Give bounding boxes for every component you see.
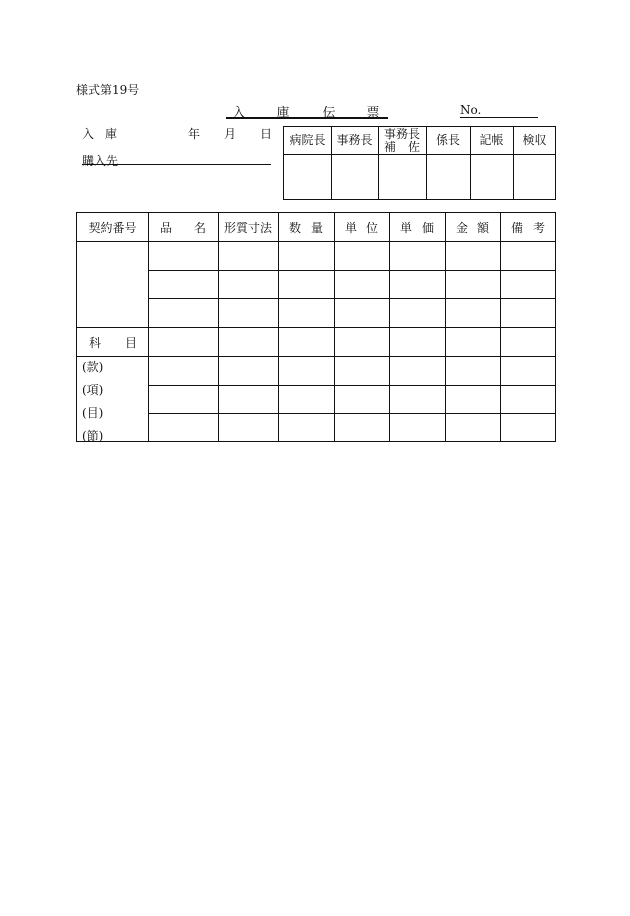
title-char: 伝 [322,106,336,121]
document-title [226,101,388,119]
title-char: 庫 [276,106,290,121]
table-row-line [148,270,555,271]
contract-number-cell[interactable] [77,242,148,327]
table-row-line [148,385,555,386]
form-number: 様式第19号 [76,83,140,97]
day-label: 日 [260,127,273,141]
title-char: 票 [366,106,380,121]
header-amount: 金 額 [456,221,489,235]
table-row-line [77,327,555,328]
approval-table [283,126,556,200]
account-item-setsu: (節) [82,429,104,443]
account-item-kan: (款) [82,360,104,374]
item-table [76,212,556,442]
entry-label-char: 庫 [105,127,118,141]
supplier-field[interactable] [82,150,271,168]
header-contract-number: 契約番号 [88,221,137,235]
approval-header-section-chief: 係長 [435,133,460,147]
approval-stamp-box[interactable] [331,155,378,200]
approval-stamp-box[interactable] [470,155,513,200]
month-label: 月 [224,127,237,141]
approval-header-hospital-director: 病院長 [289,133,326,147]
table-row-line [148,298,555,299]
account-label-char: 目 [125,336,138,350]
approval-header-secretary-general: 事務長 [336,133,373,147]
approval-stamp-box[interactable] [378,155,426,200]
approval-header-inspection: 検収 [522,133,547,147]
header-remarks: 備 考 [511,221,545,235]
approval-stamp-box[interactable] [513,155,556,200]
account-item-moku: (目) [82,406,104,420]
approval-header-bookkeeping: 記帳 [479,133,504,147]
header-specification: 形質寸法 [223,221,272,235]
header-quantity: 数 量 [289,221,323,235]
approval-stamp-box[interactable] [284,155,331,200]
approval-stamp-box[interactable] [426,155,470,200]
slip-number-label: No. [460,103,482,117]
year-label: 年 [188,127,201,141]
title-char: 入 [232,106,246,121]
table-row-line [148,413,555,414]
supplier-label: 購入先 [82,154,119,168]
header-item-name: 品 名 [160,221,206,235]
account-item-kou: (項) [82,383,104,397]
header-unit-price: 単 価 [400,221,434,235]
entry-label-char: 入 [82,127,95,141]
slip-number-field[interactable] [460,103,538,118]
approval-header-deputy-secretary: 事務長 補 佐 [383,126,420,154]
account-label-char: 科 [89,336,102,350]
header-unit: 単 位 [345,221,378,235]
table-row-line [77,356,555,357]
